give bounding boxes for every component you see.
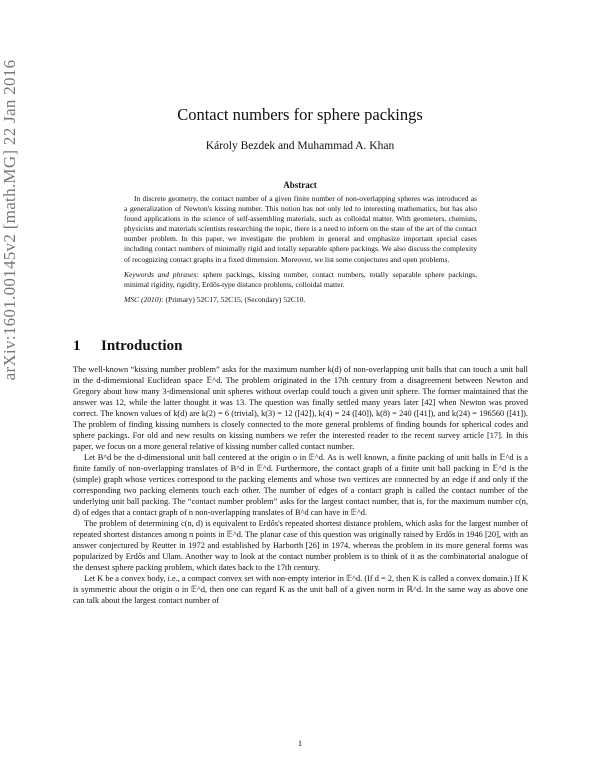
section-body [73,364,528,606]
abstract-text: In discrete geometry, the contact number of a given finite number of non-overlapping spheres was introduced as a generalization of Newton's kissing number. This notion has not only led to interesting mathematics, but has also found applications in the science of self-assembling materials, such as colloidal matter. With geometers, chemists, physicists and materials scientists researching the topic, there is a need to inform on the state of the art of the contact number problem. In this paper, we investigate the problem in general and emphasize important special cases including contact numbers of minimally rigid and totally separable sphere packings. We also discuss the complexity of recognizing contact graphs in a fixed dimension. Moreover, we list some conjectures and open problems. [124,194,477,264]
body-paragraph-3: The problem of determining c(n, d) is equivalent to Erdős's repeated shortest distance problem, which asks for the largest number of repeated shortest distances among n points in 𝔼^d. The planar case of this question was originally raised by Erdős in 1946 [20], with an answer conjectured by Reutter in 1972 and established by Harborth [26] in 1974, whereas the problem in its more general forms was popularized by Erdős and Ulam. Another way to look at the contact number problem is to think of it as the combinatorial analogue of the densest sphere packing problem, which dates back to the 17th century. [73,519,528,572]
page-number: 1 [297,738,303,748]
msc-paragraph [124,295,477,305]
keywords-paragraph [124,270,477,290]
section-title: Introduction [101,338,183,354]
keywords-label: Keywords and phrases: [124,269,199,279]
body-paragraph-2: Let B^d be the d-dimensional unit ball centered at the origin o in 𝔼^d. As is well known, a finite packing of unit balls in 𝔼^d is a finite family of non-overlapping translates of B^d in 𝔼^d. Furthermore, the contact graph of a finite unit ball packing in 𝔼^d is the (simple) graph whose vertices correspond to the packing elements and whose two vertices are connected by an edge if and only if the corresponding two packing elements touch each other. The number of edges of a contact graph is called the contact number of the underlying unit ball packing. The “contact number problem” asks for the largest contact number, that is, for the maximum number c(n, d) of edges that a contact graph of n non-overlapping translates of B^d can have in 𝔼^d. [73,453,528,517]
abstract-heading: Abstract [283,180,317,190]
paper-authors: Károly Bezdek and Muhammad A. Khan [205,140,395,152]
section-number: 1 [73,338,81,354]
abstract-block [124,194,477,305]
body-paragraph-4: Let K be a convex body, i.e., a compact convex set with non-empty interior in 𝔼^d. (If d = 2, then K is called a convex domain.) If K is symmetric about the origin o in 𝔼^d, then one can regard K as the unit ball of a given norm in ℝ^d. In the same way as above one can talk about the largest contact number of [73,574,528,605]
body-paragraph-1: The well-known “kissing number problem” asks for the maximum number k(d) of non-overlapping unit balls that can touch a unit ball in the d-dimensional Euclidean space 𝔼^d. The problem originated in the 17th century from a disagreement between Newton and Gregory about how many 3-dimensional unit spheres without overlap could touch a given unit sphere. The former maintained that the answer was 12, while the latter thought it was 13. The question was finally settled many years later [42] when Newton was proved correct. The known values of k(d) are k(2) = 6 (trivial), k(3) = 12 ([42]), k(4) = 24 ([40]), k(8) = 240 ([41]), and k(24) = 196560 ([41]). The problem of finding kissing numbers is closely connected to the more general problems of finding bounds for spherical codes and sphere packings. For old and new results on kissing numbers we refer the interested reader to the recent survey article [17]. In this paper, we focus on a more general relative of kissing number called contact number. [73,365,528,451]
keywords-text: sphere packings, kissing number, contact numbers, totally separable sphere packings, minimal rigidity, rigidity, Erdős-type distance problems, colloidal matter. [124,269,478,289]
msc-text: (Primary) 52C17, 52C15, (Secondary) 52C10. [163,294,306,304]
msc-label: MSC (2010): [124,294,164,304]
section-heading [73,338,182,355]
arxiv-identifier: arXiv:1601.00145v2 [math.MG] 22 Jan 2016 [0,59,19,381]
paper-title: Contact numbers for sphere packings [177,105,423,124]
